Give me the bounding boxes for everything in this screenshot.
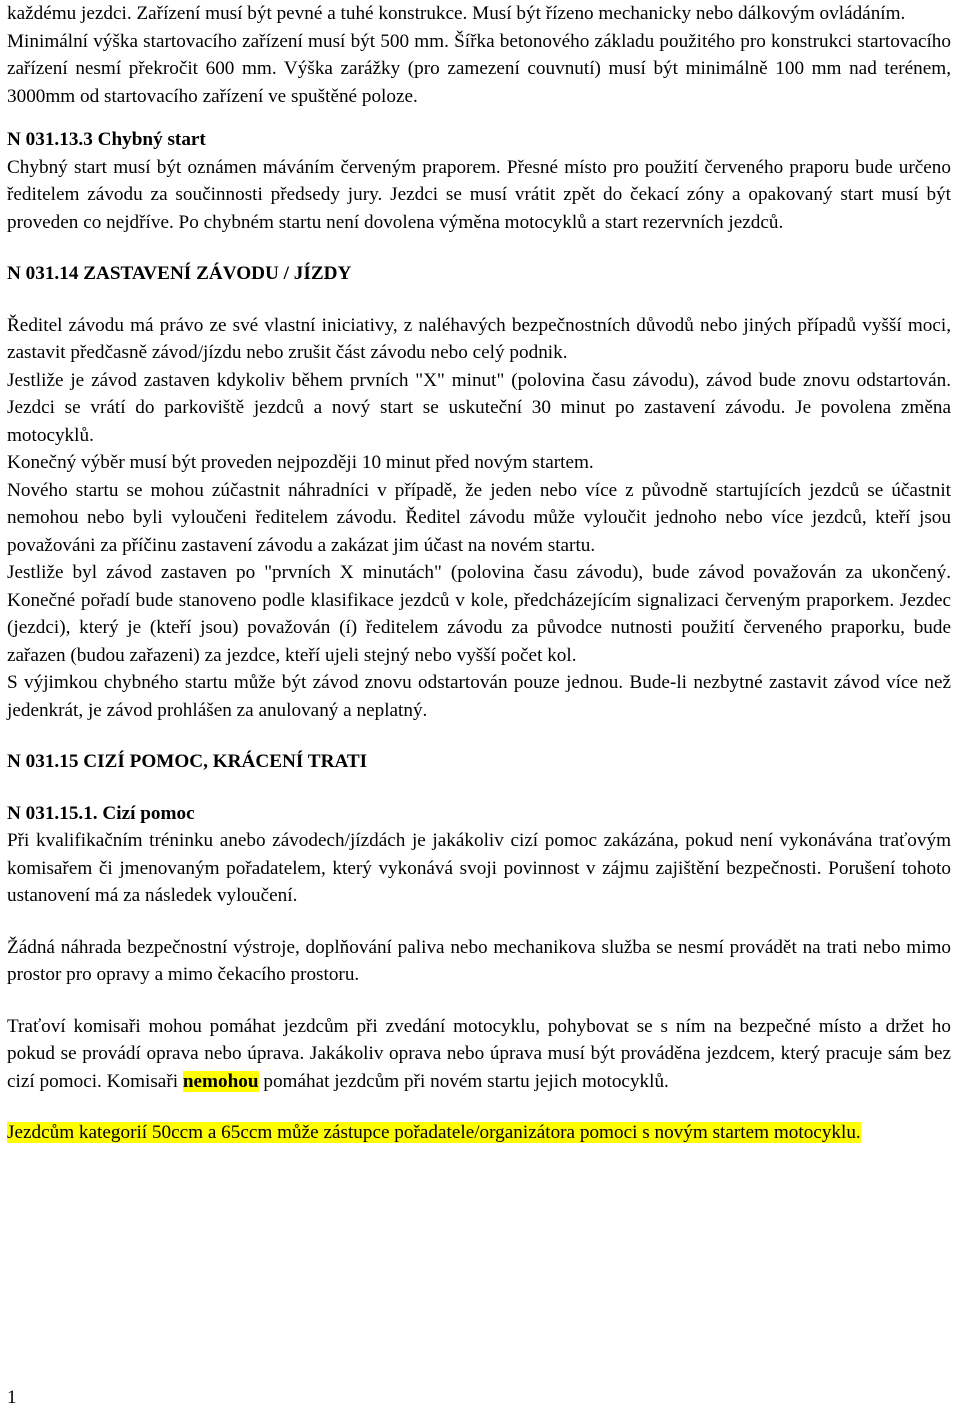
- paragraph-kategorie-50-65: [7, 1119, 951, 1147]
- heading-cizi-pomoc-kraceni: N 031.15 CIZÍ POMOC, KRÁCENÍ TRATI: [7, 751, 368, 772]
- heading-chybny-start: N 031.13.3 Chybný start: [7, 129, 206, 150]
- highlighted-word: nemohou: [182, 1070, 259, 1092]
- paragraph-vyjimka-chybneho-startu: S výjimkou chybného startu může být závod znovu odstartován pouze jednou. Bude-li nezbytné zastavit závod více než jedenkrát, je závod prohlášen za anulovaný a neplatný.: [7, 672, 951, 721]
- heading-zastaveni-zavodu: N 031.14 ZASTAVENÍ ZÁVODU / JÍZDY: [7, 263, 352, 284]
- paragraph-zakaz-cizi-pomoci: Při kvalifikačním tréninku anebo závodech/jízdách je jakákoliv cizí pomoc zakázána, pokud není vykonávána traťovým komisařem či jmenovaným pořadatelem, který vykonává svoji povinnost v zájmu zajištění bezpečnosti. Porušení tohoto ustanovení má za následek vyloučení.: [7, 830, 951, 906]
- paragraph-startovaci-zarizeni: každému jezdci. Zařízení musí být pevné a tuhé konstrukce. Musí být řízeno mechanicky nebo dálkovým ovládáním.: [7, 3, 906, 24]
- text-run: pomáhat jezdcům při novém startu jejich motocyklů.: [258, 1070, 669, 1092]
- paragraph-tratovi-komisari: [7, 1013, 951, 1096]
- paragraph-rozmery-zarizeni: Minimální výška startovacího zařízení musí být 500 mm. Šířka betonového základu použitého pro konstrukci startovacího zařízení nesmí překročit 600 mm. Výška zarážky (pro zamezení couvnutí) musí být minimálně 100 mm nad terénem, 3000mm od startovacího zařízení ve spuštěné poloze.: [7, 30, 951, 107]
- page-number: 1: [7, 1387, 17, 1408]
- paragraph-zastaveni-x-minut: Jestliže je závod zastaven kdykoliv během prvních "X" minut" (polovina času závodu), závod bude znovu odstartován. Jezdci se vrátí do parkoviště jezdců a nový start se uskuteční 30 minut po zastavení závodu. Je povolena změna motocyklů.: [7, 369, 951, 446]
- paragraph-novy-start: Nového startu se mohou zúčastnit náhradníci v případě, že jeden nebo více z původně startujících jezdců se účastnit nemohou nebo byli vyloučeni ředitelem závodu. Ředitel závodu může vyloučit jednoho nebo více jezdců, kteří jsou považováni za příčinu zastavení závodu a zakázat jim účast na novém startu.: [7, 479, 951, 556]
- document-page: [7, 0, 951, 1147]
- paragraph-nahrada-vystroje: Žádná náhrada bezpečnostní výstroje, doplňování paliva nebo mechanikova služba se nesmí provádět na trati nebo mimo prostor pro opravy a mimo čekacího prostoru.: [7, 936, 951, 985]
- paragraph-pravo-reditele: Ředitel závodu má právo ze své vlastní iniciativy, z naléhavých bezpečnostních důvodů nebo jiných případů vyšší moci, zastavit předčasně závod/jízdu nebo zrušit část závodu nebo celý podnik.: [7, 314, 951, 363]
- heading-cizi-pomoc: N 031.15.1. Cizí pomoc: [7, 802, 195, 824]
- text-run: Traťoví komisaři mohou pomáhat jezdcům při zvedání motocyklu, pohybovat se s ním na bezpečné místo a držet ho pokud se provádí oprava nebo úprava. Jakákoliv oprava nebo úprava musí být prováděna jezdcem, který pracuje sám bez cizí pomoci. Komisaři: [7, 1015, 951, 1092]
- paragraph-chybny-start: Chybný start musí být oznámen máváním červeným praporem. Přesné místo pro použití červeného praporu bude určeno ředitelem závodu za součinnosti předsedy jury. Jezdci se musí vrátit zpět do čekací zóny a opakovaný start musí být proveden co nejdříve. Po chybném startu není dovolena výměna motocyklů a start rezervních jezdců.: [7, 156, 951, 233]
- highlighted-text: Jezdcům kategorií 50ccm a 65ccm může zástupce pořadatele/organizátora pomoci s novým startem motocyklu.: [7, 1122, 861, 1143]
- paragraph-konecny-vyber: Konečný výběr musí být proveden nejpozději 10 minut před novým startem.: [7, 452, 594, 473]
- paragraph-zavod-ukonceny: Jestliže byl závod zastaven po "prvních X minutách" (polovina času závodu), bude závod považován za ukončený. Konečné pořadí bude stanoveno podle klasifikace jezdců v kole, předcházejícím signalizaci červeným praporkem. Jezdec (jezdci), který je (kteří jsou) považován (í) ředitelem závodu za původce nutnosti použití červeného praporku, bude zařazen (budou zařazeni) za jezdce, kteří ujeli stejný nebo vyšší počet kol.: [7, 562, 951, 666]
